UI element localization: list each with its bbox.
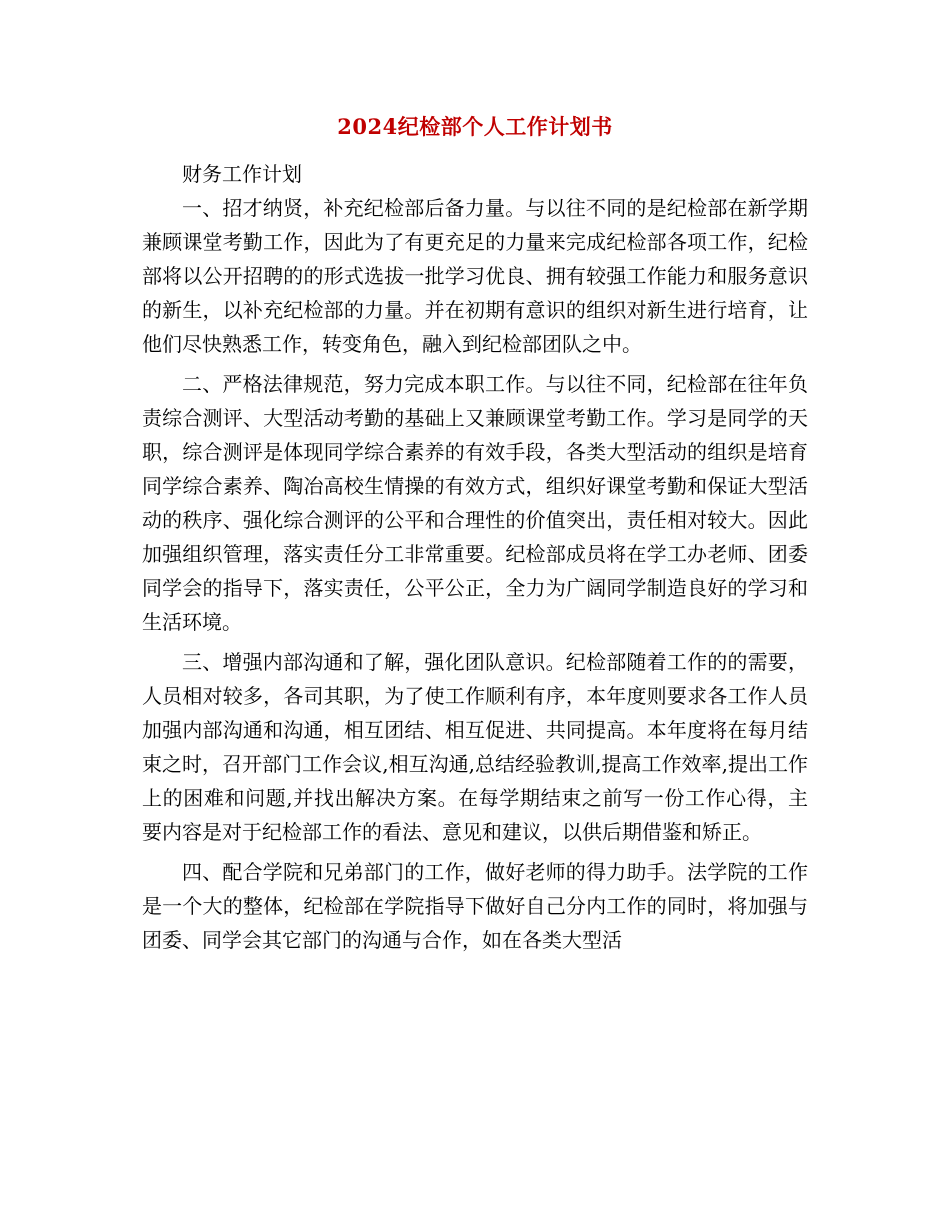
paragraph-section-1: 一、招才纳贤，补充纪检部后备力量。与以往不同的是纪检部在新学期兼顾课堂考勤工作，因此为了有更充足的力量来完成纪检部各项工作，纪检部将以公开招聘的的形式选拔一批学习优良、拥有较强工作能力和服务意识的新生，以补充纪检部的力量。并在初期有意识的组织对新生进行培育，让他们尽快熟悉工作，转变角色，融入到纪检部团队之中。 xyxy=(142,196,808,356)
paragraph-section-2: 二、严格法律规范，努力完成本职工作。与以往不同，纪检部在往年负责综合测评、大型活动考勤的基础上又兼顾课堂考勤工作。学习是同学的天职，综合测评是体现同学综合素养的有效手段，各类大型活动的组织是培育同学综合素养、陶冶高校生情操的有效方式，组织好课堂考勤和保证大型活动的秩序、强化综合测评的公平和合理性的价值突出，责任相对较大。因此加强组织管理，落实责任分工非常重要。纪检部成员将在学工办老师、团委同学会的指导下，落实责任，公平公正，全力为广阔同学制造良好的学习和生活环境。 xyxy=(142,372,808,634)
document-title: 2024纪检部个人工作计划书 xyxy=(337,114,613,139)
paragraph-section-3: 三、增强内部沟通和了解，强化团队意识。纪检部随着工作的的需要，人员相对较多，各司其职，为了使工作顺利有序，本年度则要求各工作人员加强内部沟通和沟通，相互团结、相互促进、共同提高。本年度将在每月结束之时，召开部门工作会议,相互沟通,总结经验教训,提高工作效率,提出工作上的困难和问题,并找出解决方案。在每学期结束之前写一份工作心得，主要内容是对于纪检部工作的看法、意见和建议，以供后期借鉴和矫正。 xyxy=(142,650,808,844)
paragraph-subtitle: 财务工作计划 xyxy=(182,162,302,186)
paragraph-section-4: 四、配合学院和兄弟部门的工作，做好老师的得力助手。法学院的工作是一个大的整体，纪检部在学院指导下做好自己分内工作的同时，将加强与团委、同学会其它部门的沟通与合作，如在各类大型活 xyxy=(142,860,808,952)
document-body xyxy=(142,157,808,957)
